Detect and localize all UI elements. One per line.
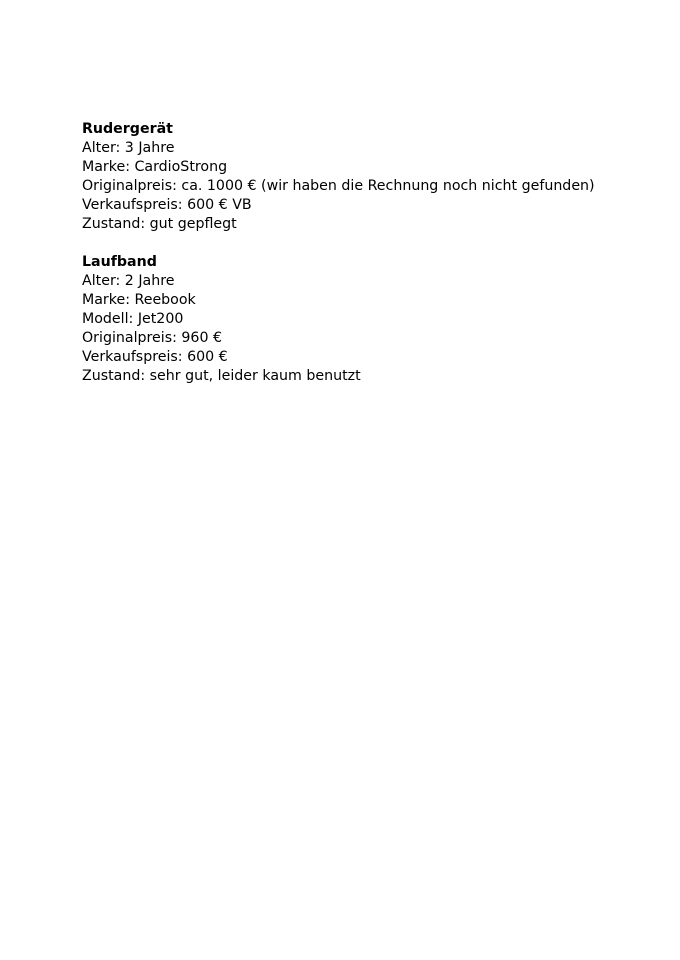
item-condition: Zustand: gut gepflegt xyxy=(82,216,237,232)
item-age: Alter: 3 Jahre xyxy=(82,140,175,156)
item-brand: Marke: CardioStrong xyxy=(82,159,228,175)
item-title: Laufband xyxy=(82,254,157,270)
item-original-price: Originalpreis: ca. 1000 € (wir haben die Rechnung noch nicht gefunden) xyxy=(82,178,595,194)
item-age: Alter: 2 Jahre xyxy=(82,273,175,289)
item-section-treadmill xyxy=(82,253,642,386)
item-condition: Zustand: sehr gut, leider kaum benutzt xyxy=(82,368,361,384)
document-page xyxy=(82,120,642,405)
item-brand: Marke: Reebook xyxy=(82,292,196,308)
item-model: Modell: Jet200 xyxy=(82,311,184,327)
item-section-rowing-machine xyxy=(82,120,642,234)
item-sale-price: Verkaufspreis: 600 € xyxy=(82,349,228,365)
item-original-price: Originalpreis: 960 € xyxy=(82,330,223,346)
item-sale-price: Verkaufspreis: 600 € VB xyxy=(82,197,252,213)
item-title: Rudergerät xyxy=(82,121,173,137)
